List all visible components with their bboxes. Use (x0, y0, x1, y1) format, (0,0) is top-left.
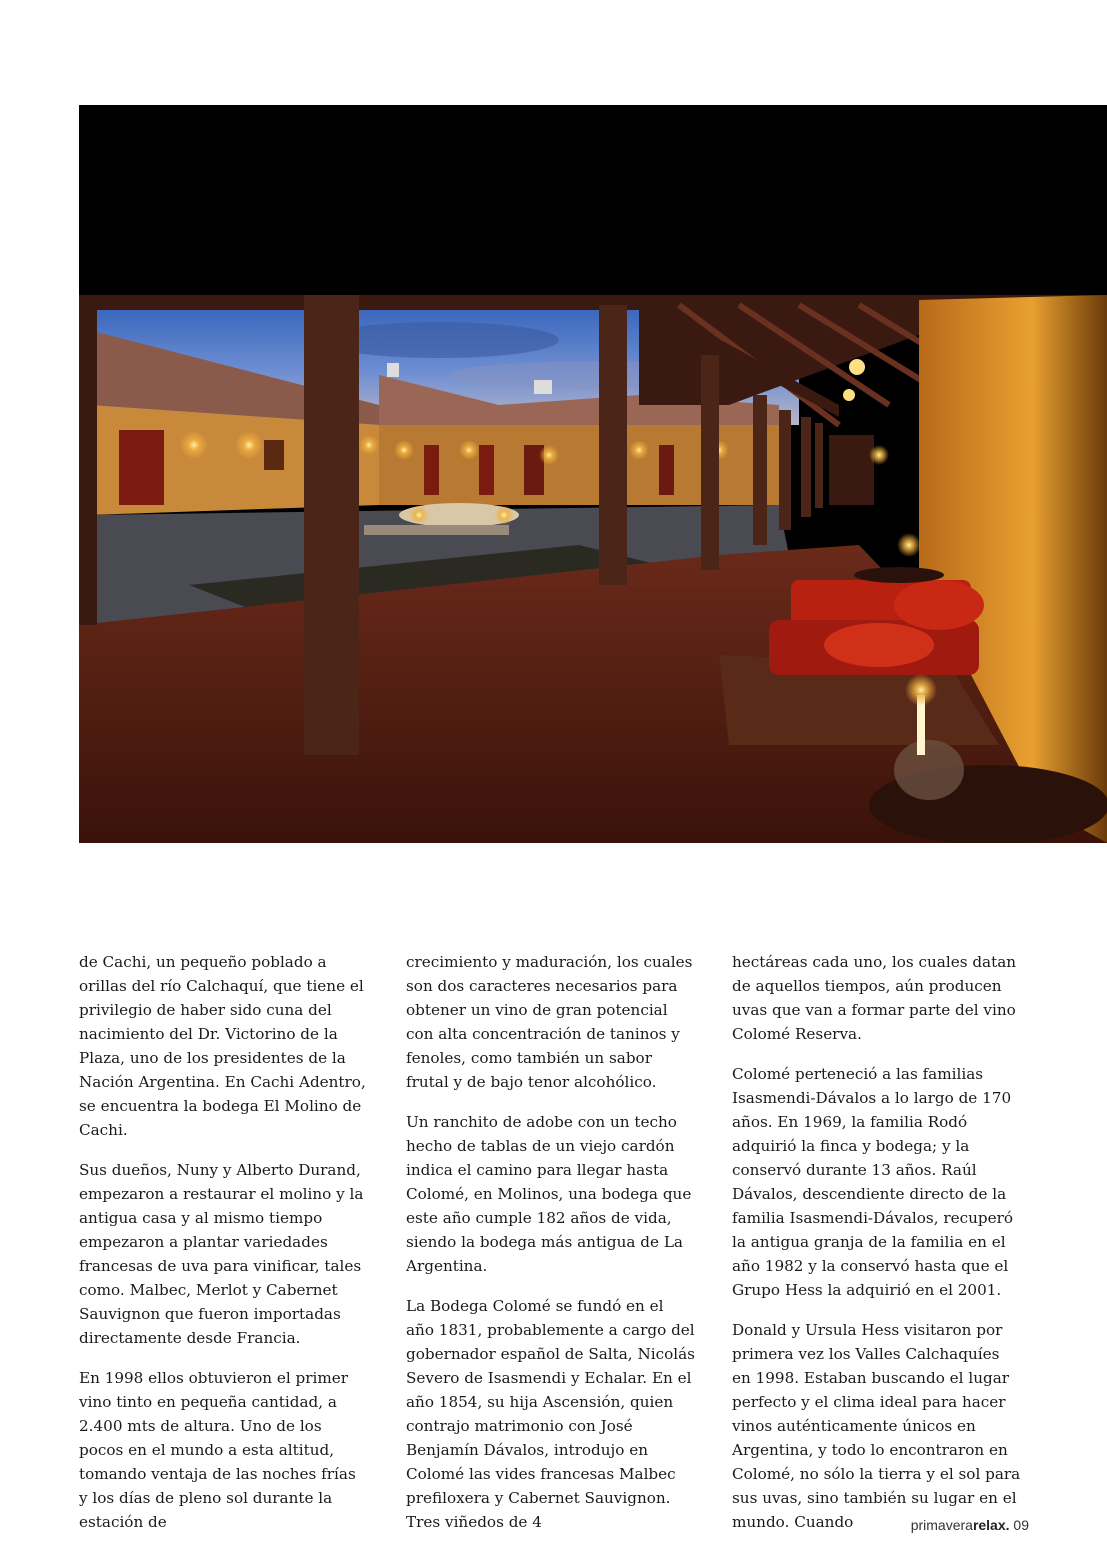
courtyard-illustration (79, 105, 1107, 843)
text-column-2 (406, 950, 696, 1550)
paragraph: Un ranchito de adobe con un techo hecho de tablas de un viejo cardón indica el camino para llegar hasta Colomé, en Molinos, una bodega que este año cumple 182 años de vida, siendo la bodega más antigua de La Argentina. (406, 1113, 692, 1275)
paragraph: En 1998 ellos obtuvieron el primer vino tinto en pequeña cantidad, a 2.400 mts de altura. Uno de los pocos en el mundo a esta altitud, tomando ventaja de las noches frías y los días de pleno sol durante la estación de (79, 1369, 356, 1531)
paragraph: crecimiento y maduración, los cuales son dos caracteres necesarios para obtener un vino de gran potencial con alta concentración de taninos y fenoles, como también un sabor frutal y de bajo tenor alcohólico. (406, 953, 693, 1091)
brand-bold: relax. (972, 1517, 1010, 1533)
courtyard-photo (79, 105, 1107, 843)
paragraph: hectáreas cada uno, los cuales datan de aquellos tiempos, aún producen uvas que van a formar parte del vino Colomé Reserva. (732, 953, 1017, 1043)
text-column-3 (732, 950, 1022, 1550)
paragraph: Sus dueños, Nuny y Alberto Durand, empezaron a restaurar el molino y la antigua casa y al mismo tiempo empezaron a plantar variedades francesas de uva para vinificar, tales como. Malbec, Merlot y Cabernet Sauvignon que fueron importadas directamente desde Francia. (79, 1161, 364, 1347)
text-column-1 (79, 950, 369, 1550)
paragraph: Donald y Ursula Hess visitaron por primera vez los Valles Calchaquíes en 1998. Estaban buscando el lugar perfecto y el clima ideal para hacer vinos auténticamente únicos en Argentina, y todo lo encontraron en Colomé, no sólo la tierra y el sol para sus uvas, sino también su lugar en el mundo. Cuando (732, 1321, 1021, 1531)
page-number: 09 (1013, 1517, 1029, 1533)
paragraph: de Cachi, un pequeño poblado a orillas del río Calchaquí, que tiene el privilegio de haber sido cuna del nacimiento del Dr. Victorino de la Plaza, uno de los presidentes de la Nación Argentina. En Cachi Adentro, se encuentra la bodega El Molino de Cachi. (79, 953, 366, 1139)
brand-light: primavera (910, 1517, 973, 1533)
paragraph: Colomé perteneció a las familias Isasmendi-Dávalos a lo largo de 170 años. En 1969, la familia Rodó adquirió la finca y bodega; y la conservó durante 13 años. Raúl Dávalos, descendiente directo de la familia Isasmendi-Dávalos, recuperó la antigua granja de la familia en el año 1982 y la conservó hasta que el Grupo Hess la adquirió en el 2001. (732, 1065, 1014, 1299)
page-footer (911, 1517, 1029, 1533)
paragraph: La Bodega Colomé se fundó en el año 1831, probablemente a cargo del gobernador español de Salta, Nicolás Severo de Isasmendi y Echalar. En el año 1854, su hija Ascensión, quien contrajo matrimonio con José Benjamín Dávalos, introdujo en Colomé las vides francesas Malbec prefiloxera y Cabernet Sauvignon. Tres viñedos de 4 (406, 1297, 695, 1531)
